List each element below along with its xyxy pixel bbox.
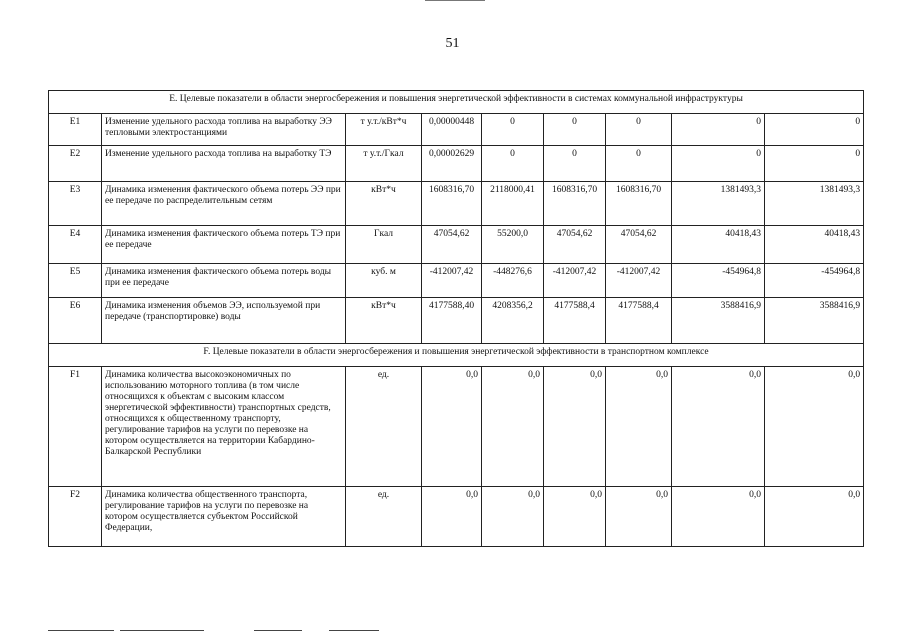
indicators-table: [48, 90, 864, 547]
row-value-5: 0: [672, 114, 765, 146]
row-code: Е1: [49, 114, 102, 146]
row-value-6: 3588416,9: [765, 298, 864, 344]
table-row: [49, 146, 864, 182]
table-row: [49, 367, 864, 487]
row-unit: ед.: [346, 367, 422, 487]
table-row: [49, 114, 864, 146]
row-value-6: 40418,43: [765, 226, 864, 264]
section-f-title: F. Целевые показатели в области энергосбережения и повышения энергетической эффективности в транспортном комплексе: [49, 344, 864, 367]
row-value-3: 1608316,70: [544, 182, 606, 226]
row-value-3: 0: [544, 114, 606, 146]
row-value-6: 0,0: [765, 487, 864, 547]
row-code: F2: [49, 487, 102, 547]
row-description: Изменение удельного расхода топлива на выработку ТЭ: [102, 146, 346, 182]
row-value-1: 0,00002629: [422, 146, 482, 182]
row-description: Динамика количества общественного транспорта, регулирование тарифов на услуги по перевозке на котором осуществляется субъектом Российской Федерации,: [102, 487, 346, 547]
row-value-4: -412007,42: [606, 264, 672, 298]
row-value-2: 55200,0: [482, 226, 544, 264]
row-value-3: 0: [544, 146, 606, 182]
row-value-4: 4177588,4: [606, 298, 672, 344]
row-value-4: 0,0: [606, 367, 672, 487]
top-scan-mark: [425, 0, 485, 5]
table-row: [49, 298, 864, 344]
section-e-header: [49, 91, 864, 114]
row-value-6: 0,0: [765, 367, 864, 487]
table-row: [49, 487, 864, 547]
row-value-6: -454964,8: [765, 264, 864, 298]
row-unit: куб. м: [346, 264, 422, 298]
section-f-header: [49, 344, 864, 367]
row-value-2: 0,0: [482, 487, 544, 547]
row-description: Динамика изменения фактического объема потерь воды при ее передаче: [102, 264, 346, 298]
row-unit: кВт*ч: [346, 182, 422, 226]
row-value-1: -412007,42: [422, 264, 482, 298]
row-value-5: -454964,8: [672, 264, 765, 298]
row-description: Изменение удельного расхода топлива на выработку ЭЭ тепловыми электростанциями: [102, 114, 346, 146]
row-value-2: 4208356,2: [482, 298, 544, 344]
row-value-2: -448276,6: [482, 264, 544, 298]
row-value-4: 0: [606, 146, 672, 182]
row-value-5: 3588416,9: [672, 298, 765, 344]
row-value-3: 0,0: [544, 487, 606, 547]
section-e-title: Е. Целевые показатели в области энергосбережения и повышения энергетической эффективности в системах коммунальной инфраструктуры: [49, 91, 864, 114]
table-row: [49, 226, 864, 264]
row-value-1: 1608316,70: [422, 182, 482, 226]
table-row: [49, 182, 864, 226]
row-value-2: 2118000,41: [482, 182, 544, 226]
row-value-2: 0,0: [482, 367, 544, 487]
row-value-1: 0,00000448: [422, 114, 482, 146]
row-code: Е5: [49, 264, 102, 298]
row-description: Динамика количества высокоэкономичных по использованию моторного топлива (в том числе относящихся к объектам с высоким классом энергетической эффективности) транспортных средств, относящихся к общественному транспорту, регулирование тарифов на услуги по перевозке на котором осуществляется на территории Кабардино-Балкарской Республики: [102, 367, 346, 487]
row-description: Динамика изменения фактического объема потерь ЭЭ при ее передаче по распределительным сетям: [102, 182, 346, 226]
row-code: Е4: [49, 226, 102, 264]
row-value-3: -412007,42: [544, 264, 606, 298]
row-unit: т у.т./кВт*ч: [346, 114, 422, 146]
row-code: Е3: [49, 182, 102, 226]
footer-scan-lines: [0, 630, 905, 636]
row-unit: т у.т./Гкал: [346, 146, 422, 182]
row-unit: ед.: [346, 487, 422, 547]
row-value-6: 1381493,3: [765, 182, 864, 226]
row-value-2: 0: [482, 146, 544, 182]
row-code: Е6: [49, 298, 102, 344]
row-value-1: 0,0: [422, 367, 482, 487]
row-value-4: 47054,62: [606, 226, 672, 264]
row-value-2: 0: [482, 114, 544, 146]
row-value-3: 4177588,4: [544, 298, 606, 344]
page-number: 51: [445, 36, 460, 51]
row-value-4: 0,0: [606, 487, 672, 547]
row-value-5: 0,0: [672, 367, 765, 487]
row-unit: кВт*ч: [346, 298, 422, 344]
row-value-5: 0,0: [672, 487, 765, 547]
row-value-1: 0,0: [422, 487, 482, 547]
table-row: [49, 264, 864, 298]
row-value-5: 1381493,3: [672, 182, 765, 226]
row-description: Динамика изменения объемов ЭЭ, используемой при передаче (транспортировке) воды: [102, 298, 346, 344]
row-value-4: 0: [606, 114, 672, 146]
row-value-1: 47054,62: [422, 226, 482, 264]
row-value-4: 1608316,70: [606, 182, 672, 226]
row-description: Динамика изменения фактического объема потерь ТЭ при ее передаче: [102, 226, 346, 264]
row-value-5: 40418,43: [672, 226, 765, 264]
row-unit: Гкал: [346, 226, 422, 264]
row-value-1: 4177588,40: [422, 298, 482, 344]
row-value-6: 0: [765, 114, 864, 146]
row-value-6: 0: [765, 146, 864, 182]
row-code: F1: [49, 367, 102, 487]
row-value-3: 47054,62: [544, 226, 606, 264]
row-value-5: 0: [672, 146, 765, 182]
row-value-3: 0,0: [544, 367, 606, 487]
row-code: Е2: [49, 146, 102, 182]
